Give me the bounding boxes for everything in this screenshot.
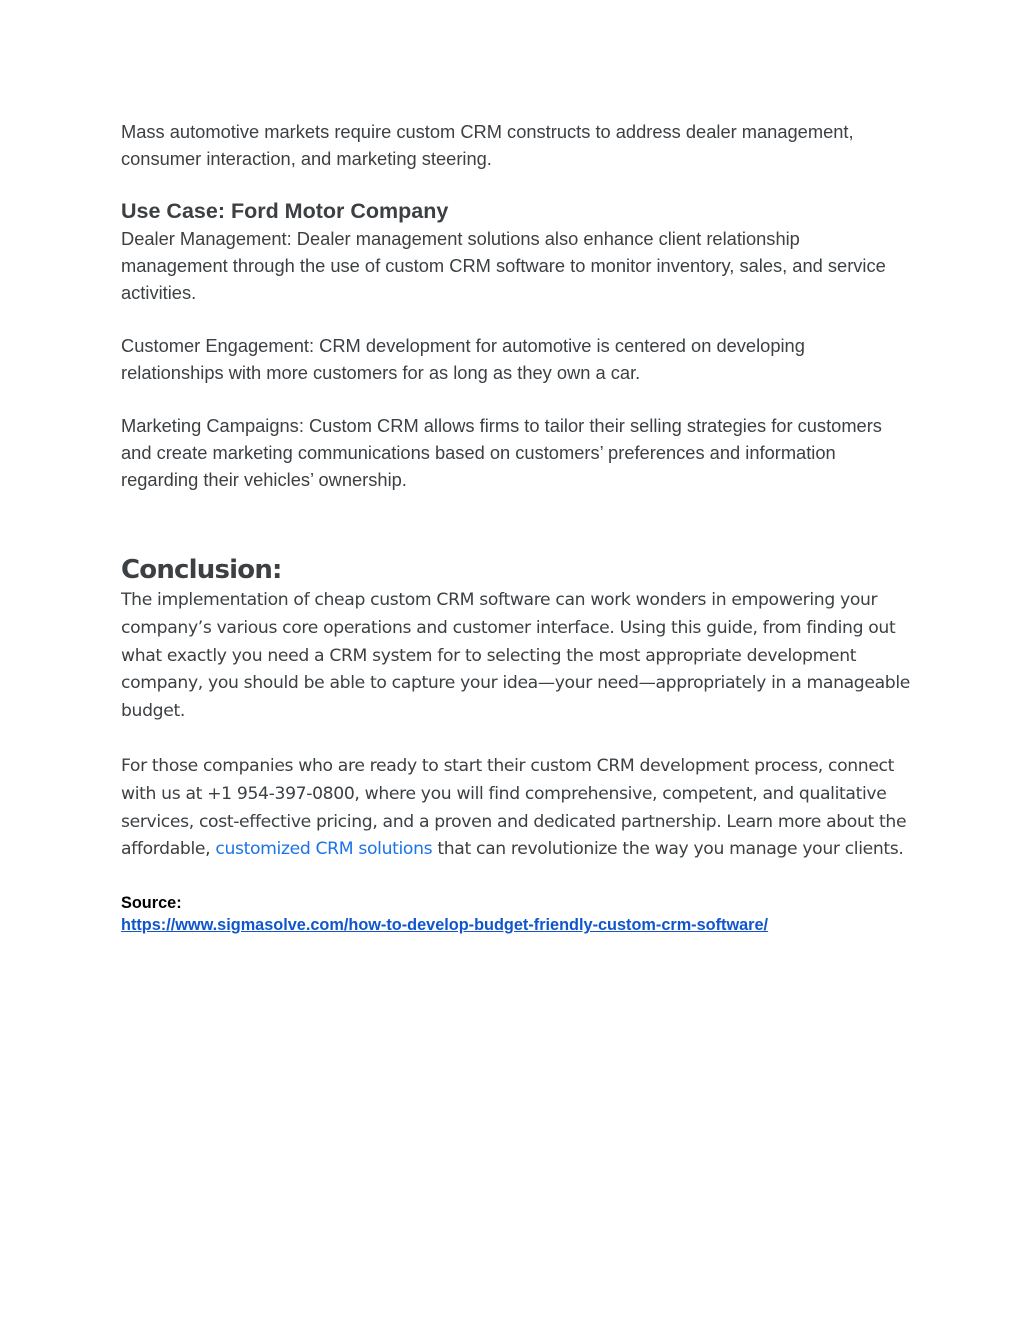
customized-crm-solutions-link[interactable]: customized CRM solutions [215,839,433,860]
conclusion-paragraph-2 [121,753,911,864]
conclusion-paragraph-2-tail: that can revolutionize the way you manage your clients. [432,839,904,860]
conclusion-heading: Conclusion: [121,555,282,585]
document-page [121,118,911,936]
source-label: Source: [121,894,182,913]
conclusion-paragraph-1: The implementation of cheap custom CRM software can work wonders in empowering your company’s various core operations and customer interface. Using this guide, from finding out what exactly you need a CRM system for to selecting the most appropriate development company, you should be able to capture your idea—your need—appropriately in a manageable budget. [121,590,910,722]
customer-engagement-paragraph: Customer Engagement: CRM development for automotive is centered on developing relationships with more customers for as long as they own a car. [121,335,805,383]
source-url-link[interactable]: https://www.sigmasolve.com/how-to-develop-budget-friendly-custom-crm-software/ [121,916,769,935]
use-case-heading: Use Case: Ford Motor Company [121,199,449,223]
conclusion-paragraph-2-text: For those companies who are ready to start their custom CRM development process, connect with us at +1 954-397-0800, where you will find comprehensive, competent, and qualitative services, cost-effective pricing, and a proven and dedicated partnership. Learn more about the affordable, [121,755,907,860]
intro-paragraph: Mass automotive markets require custom CRM constructs to address dealer management, consumer interaction, and marketing steering. [121,121,854,169]
dealer-management-paragraph: Dealer Management: Dealer management solutions also enhance client relationship management through the use of custom CRM software to monitor inventory, sales, and service activities. [121,228,886,303]
marketing-campaigns-paragraph: Marketing Campaigns: Custom CRM allows firms to tailor their selling strategies for customers and create marketing communications based on customers’ preferences and information regarding their vehicles’ ownership. [121,415,882,490]
